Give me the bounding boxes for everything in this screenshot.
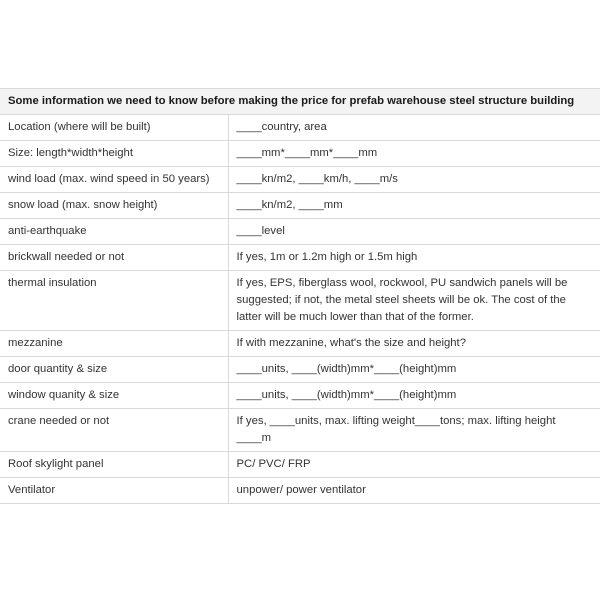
row-value: ____kn/m2, ____km/h, ____m/s bbox=[228, 167, 600, 193]
table-row bbox=[0, 452, 600, 478]
table-row bbox=[0, 115, 600, 141]
row-value: If yes, ____units, max. lifting weight____tons; max. lifting height ____m bbox=[228, 409, 600, 452]
row-value: ____units, ____(width)mm*____(height)mm bbox=[228, 383, 600, 409]
table-header-row bbox=[0, 89, 600, 115]
row-value: If yes, EPS, fiberglass wool, rockwool, PU sandwich panels will be suggested; if not, the metal steel sheets will be ok. The cost of the latter will be much lower than that of the former. bbox=[228, 271, 600, 331]
table-row bbox=[0, 478, 600, 504]
row-value: ____level bbox=[228, 219, 600, 245]
row-label: anti-earthquake bbox=[0, 219, 228, 245]
row-label: snow load (max. snow height) bbox=[0, 193, 228, 219]
row-label: Roof skylight panel bbox=[0, 452, 228, 478]
table-row bbox=[0, 245, 600, 271]
table-row bbox=[0, 193, 600, 219]
table-row bbox=[0, 331, 600, 357]
row-value: ____units, ____(width)mm*____(height)mm bbox=[228, 357, 600, 383]
row-value: ____kn/m2, ____mm bbox=[228, 193, 600, 219]
row-value: ____country, area bbox=[228, 115, 600, 141]
table-row bbox=[0, 141, 600, 167]
table-row bbox=[0, 409, 600, 452]
row-value: unpower/ power ventilator bbox=[228, 478, 600, 504]
row-value: PC/ PVC/ FRP bbox=[228, 452, 600, 478]
row-value: If with mezzanine, what's the size and height? bbox=[228, 331, 600, 357]
row-label: brickwall needed or not bbox=[0, 245, 228, 271]
table-row bbox=[0, 357, 600, 383]
table-row bbox=[0, 383, 600, 409]
row-value: ____mm*____mm*____mm bbox=[228, 141, 600, 167]
table-row bbox=[0, 219, 600, 245]
info-table bbox=[0, 88, 600, 504]
row-label: door quantity & size bbox=[0, 357, 228, 383]
row-label: thermal insulation bbox=[0, 271, 228, 331]
row-value: If yes, 1m or 1.2m high or 1.5m high bbox=[228, 245, 600, 271]
table-header: Some information we need to know before making the price for prefab warehouse steel structure building bbox=[0, 89, 600, 115]
row-label: window quanity & size bbox=[0, 383, 228, 409]
row-label: crane needed or not bbox=[0, 409, 228, 452]
row-label: Ventilator bbox=[0, 478, 228, 504]
row-label: wind load (max. wind speed in 50 years) bbox=[0, 167, 228, 193]
row-label: Location (where will be built) bbox=[0, 115, 228, 141]
table-row bbox=[0, 167, 600, 193]
row-label: mezzanine bbox=[0, 331, 228, 357]
table-row bbox=[0, 271, 600, 331]
row-label: Size: length*width*height bbox=[0, 141, 228, 167]
